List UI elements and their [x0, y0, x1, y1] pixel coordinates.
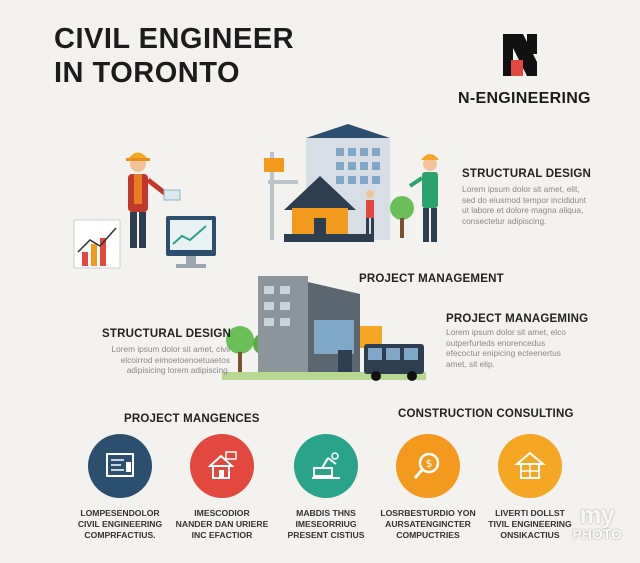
- top-heading: STRUCTURAL DESIGN: [462, 168, 592, 180]
- engineer-chart-illustration: [70, 140, 230, 280]
- top-body-line: ut labore et dolore magna aliqua,: [462, 205, 584, 215]
- middle-right-body-line: outperfurteds enorencedus: [446, 337, 546, 348]
- magnifier-money-icon: [410, 448, 446, 484]
- caption-line: PRESENT CISTIUS: [287, 530, 365, 540]
- middle-right-body-line: Lorem ipsum dolor sit amet, elco: [446, 327, 566, 337]
- caption-line: TIVIL ENGINEERING: [488, 519, 572, 529]
- caption-line: IMESCODIOR: [194, 508, 250, 518]
- middle-left-body: [90, 344, 230, 376]
- bottom-left-heading: PROJECT MANGENCES: [124, 413, 260, 425]
- center-heading: PROJECT MANAGEMENT: [359, 273, 504, 285]
- middle-right-body-line: efecoctur enipicing ecteenertus: [446, 348, 561, 358]
- middle-right-body: [446, 327, 596, 369]
- watermark-line-2: PHOTO: [572, 526, 622, 542]
- brand-logo-icon: [501, 32, 539, 78]
- service-circle-2: [190, 434, 254, 498]
- caption-line: LIVERTI DOLLST: [495, 508, 565, 518]
- service-caption-5: [475, 508, 585, 541]
- title-line-2: IN TORONTO: [54, 57, 240, 89]
- top-body-line: consectetur adipiscing.: [462, 215, 547, 226]
- middle-left-body-line: elcoirrod eimoetoenoetuaetos: [120, 354, 230, 365]
- caption-line: LOMPESENDOLOR: [80, 508, 160, 518]
- top-body-line: sed do eiusmod tempor incididunt: [462, 194, 587, 205]
- caption-line: INC EFACTIOR: [191, 530, 253, 540]
- top-body: [462, 184, 612, 226]
- house-icon: [204, 448, 240, 484]
- middle-left-body-line: Lorem ipsum dolor sit amet, civil: [111, 344, 230, 354]
- buildings-illustration: [262, 124, 452, 246]
- page-title: [54, 22, 354, 90]
- excavator-icon: [308, 448, 344, 484]
- service-caption-2: [167, 508, 277, 541]
- service-caption-4: [373, 508, 483, 541]
- top-body-line: Lorem ipsum dolor sit amet, elit,: [462, 184, 580, 194]
- house-grid-icon: [512, 448, 548, 484]
- service-caption-1: [65, 508, 175, 541]
- service-circle-4: [396, 434, 460, 498]
- bottom-right-heading: CONSTRUCTION CONSULTING: [398, 408, 574, 420]
- service-caption-3: [271, 508, 381, 541]
- office-truck-illustration: [222, 274, 426, 384]
- caption-line: NANDER DAN URIERE: [175, 519, 269, 529]
- middle-left-heading: STRUCTURAL DESIGN: [102, 328, 232, 340]
- title-line-1: CIVIL ENGINEER: [54, 23, 295, 55]
- caption-line: LOSRBESTURDIO YON: [380, 508, 476, 518]
- brand-name: N-ENGINEERING: [458, 90, 591, 107]
- service-circle-1: [88, 434, 152, 498]
- service-circle-3: [294, 434, 358, 498]
- watermark: [572, 502, 622, 543]
- caption-line: AURSATENGINCTER: [385, 519, 471, 529]
- blueprint-icon: [102, 448, 138, 484]
- svg-text:$: $: [425, 457, 433, 470]
- caption-line: CIVIL ENGINEERING: [77, 519, 163, 529]
- caption-line: ONSIKACTIUS: [500, 530, 560, 540]
- caption-line: IMESEORRIUG: [295, 519, 357, 529]
- caption-line: MABDIS THNS: [296, 508, 356, 518]
- watermark-line-1: my: [579, 502, 615, 529]
- service-circle-5: [498, 434, 562, 498]
- middle-right-body-line: amet, sit elip.: [446, 358, 495, 369]
- caption-line: COMPUCTRIES: [396, 530, 460, 540]
- caption-line: COMPRFACTIUS.: [84, 530, 156, 540]
- middle-right-heading: PROJECT MANAGEMING: [446, 313, 589, 325]
- middle-left-body-line: adipisicing lorem adipiscing.: [126, 365, 230, 375]
